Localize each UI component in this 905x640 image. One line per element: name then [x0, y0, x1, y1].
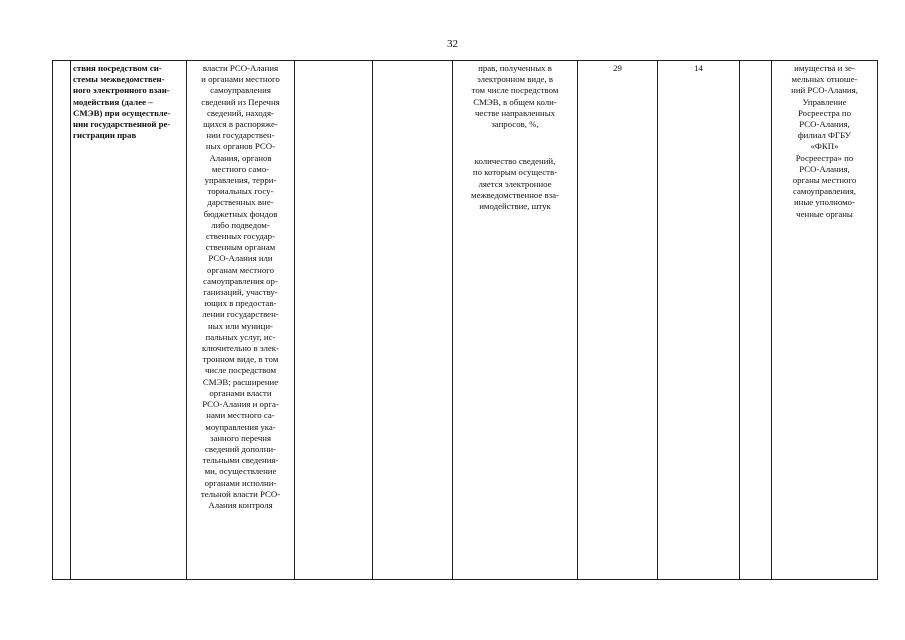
- indicator-cell: [453, 61, 578, 580]
- page-number: 32: [447, 38, 458, 50]
- event-name-text: ствия посредством си- стемы межведомствен- ного электронного взаи- модействия (далее – СМЭВ) при осуществле- нии государственной ре- гистрации прав: [73, 63, 171, 141]
- end-date-cell: [373, 61, 453, 580]
- start-date-cell: [295, 61, 373, 580]
- table-row: [53, 61, 878, 580]
- event-name-cell: [71, 61, 187, 580]
- indicator-text-b: количество сведений, по которым осуществ- ляется электронное межведомственное вза- имодействие, штук: [471, 156, 559, 212]
- value-1: 29: [613, 63, 622, 73]
- value-cell-2: [658, 61, 740, 580]
- responsible-text: имущества и зе- мельных отноше- ний РСО-Алания, Управление Росреестра по РСО-Алания, филиал ФГБУ «ФКП» Росреестра» по РСО-Алания, органы местного самоуправления, иные уполномо- ченные органы: [791, 63, 858, 219]
- program-table: [52, 60, 878, 580]
- col-index-cell: [53, 61, 71, 580]
- value-2: 14: [694, 63, 703, 73]
- value-cell-1: [578, 61, 658, 580]
- event-content-text: власти РСО-Алания и органами местного самоуправления сведений из Перечня сведений, находя- щихся в распоряже- нии государствен- ных органов РСО- Алания, органов местного самo- управления, терри- ториальных госу- дарственных вне- бюджетных фондов либо подведом- ственных государ- ственным органам РСО-Алания или органам местного самоуправления ор- ганизаций, участву- ющих в предостав- лении государствен- ных или муници- пальных услуг, ис- ключительно в элек- тронном виде, в том числе посредством СМЭВ; расширение органами власти РСО-Алания и орга- нами местного са- моуправления ука- занного перечня сведений дополни- тельными сведения- ми, осуществление органами исполни- тельной власти РСО- Алания контроля: [200, 63, 281, 510]
- responsible-cell: [772, 61, 878, 580]
- empty-cell: [740, 61, 772, 580]
- event-content-cell: [187, 61, 295, 580]
- indicator-text-a: прав, полученных в электронном виде, в том числе посредством СМЭВ, в общем коли- честве направленных запросов, %,: [471, 63, 559, 130]
